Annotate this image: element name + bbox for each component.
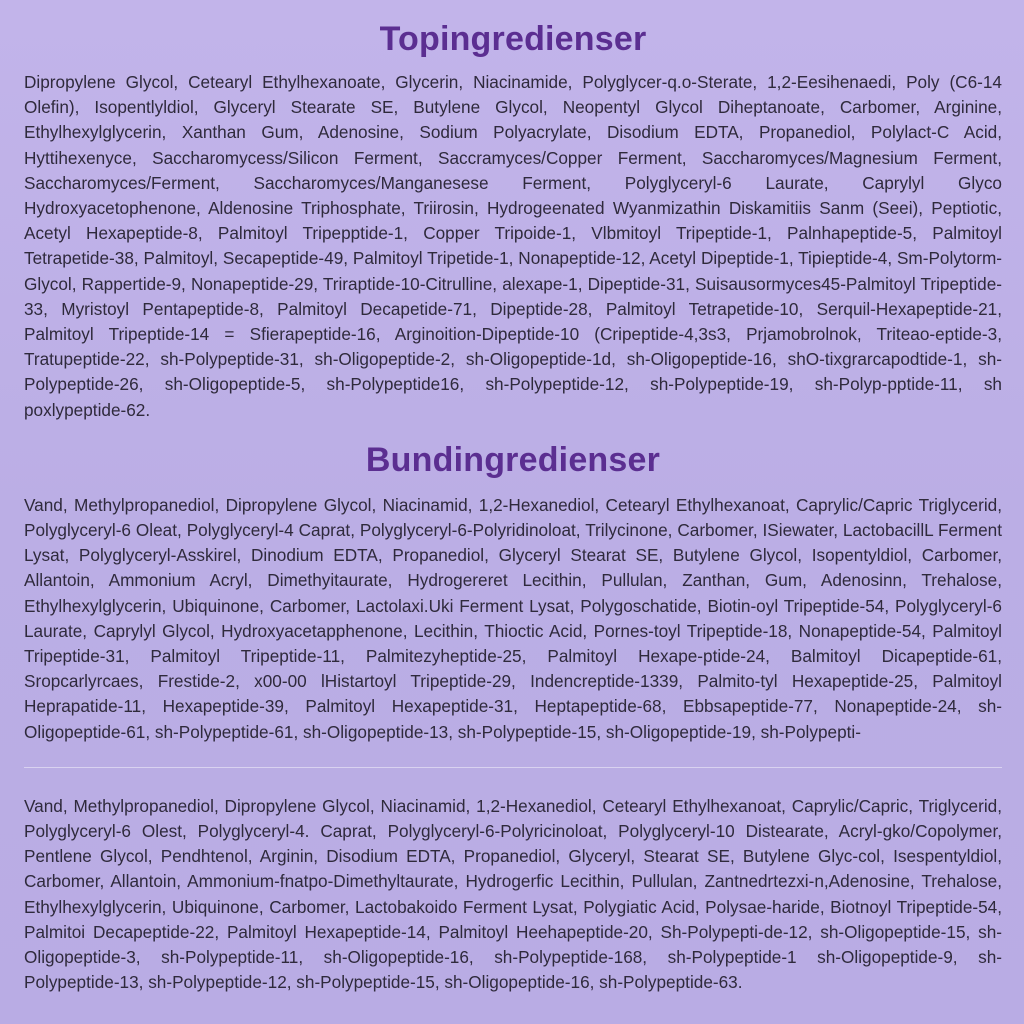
- top-ingredients-section: [24, 16, 1002, 423]
- bottom-ingredients-heading: Bundingredienser: [365, 440, 661, 479]
- section-divider: [24, 767, 1002, 768]
- extra-ingredients-section: [24, 794, 1002, 996]
- bottom-ingredients-list: Vand, Methylpropanediol, Dipropylene Glycol, Niacinamid, 1,2-Hexanediol, Cetearyl Ethylhexanoat, Caprylic/Capric Triglycerid, Polyglyceryl-6 Oleat, Polyglyceryl-4 Caprat, Polyglyceryl-6-Polyridinoloat, Trilycinone, Carbomer, ISiewater, LactobacillL Ferment Lysat, Polyglyceryl-Asskirel, Dinodium EDTA, Propanediol, Glyceryl Stearat SE, Butylene Glycol, Isopentyldiol, Carbomer, Allantoin, Ammonium Acryl, Dimethyitaurate, Hydrogereret Lecithin, Pullulan, Zanthan, Gum, Adenosinn, Trehalose, Ethylhexylglycerin, Ubiquinone, Carbomer, Lactolaxi.Uki Ferment Lysat, Polygoschatide, Biotin-oyl Tripeptide-54, Polyglyceryl-6 Laurate, Caprylyl Glycol, Hydroxyacetapphenone, Lecithin, Thioctic Acid, Pornes-toyl Tripeptide-18, Nonapeptide-54, Palmitoyl Tripeptide-31, Palmitoyl Tripeptide-11, Palmitezyheptide-25, Palmitoyl Hexape-ptide-24, Balmitoyl Dicapeptide-61, Sropcarlyrcaes, Frestide-2, x00-00 lHistartoyl Tripeptide-29, Indencreptide-1339, Palmito-tyl Hexapeptide-25, Palmitoyl Heprapatide-11, Hexapeptide-39, Palmitoyl Hexapeptide-31, Heptapeptide-68, Ebbsapeptide-77, Nonapeptide-24, sh-Oligopeptide-61, sh-Polypeptide-61, sh-Oligopeptide-13, sh-Polypeptide-15, sh-Oligopeptide-19, sh-Polypepti-: [24, 494, 1002, 742]
- extra-ingredients-list: Vand, Methylpropanediol, Dipropylene Glycol, Niacinamid, 1,2-Hexanediol, Cetearyl Ethylhexanoat, Caprylic/Capric, Triglycerid, Polyglyceryl-6 Olest, Polyglyceryl-4. Caprat, Polyglyceryl-6-Polyricinoloat, Polyglyceryl-10 Distearate, Acryl-gko/Copolymer, Pentlene Glycol, Pendhtenol, Arginin, Disodium EDTA, Propanediol, Glyceryl, Stearat SE, Butylene Glyc-col, Isespentyldiol, Carbomer, Allantoin, Ammonium-fnatpo-Dimethyltaurate, Hydrogerfic Lecithin, Pullulan, Zantnedrtezxi-n,Adenosine, Trehalose, Ethylhexylglycerin, Ubiquinone, Carbomer, Lactobakoido Ferment Lysat, Polygiatic Acid, Polysae-haride, Biotnoyl Tripeptide-54, Palmitoi Decapeptide-22, Palmitoyl Hexapeptide-14, Palmitoyl Heehapeptide-20, Sh-Polypepti-de-12, sh-Oligopeptide-15, sh-Oligopeptide-3, sh-Polypeptide-11, sh-Oligopeptide-16, sh-Polypeptide-168, sh-Polypeptide-1 sh-Oligopeptide-9, sh-Polypeptide-13, sh-Polypeptide-12, sh-Polypeptide-15, sh-Oligopeptide-16, sh-Polypeptide-63.: [24, 795, 1002, 993]
- top-ingredients-list: Dipropylene Glycol, Cetearyl Ethylhexanoate, Glycerin, Niacinamide, Polyglycer-q.o-Sterate, 1,2-Eesihenaedi, Poly (C6-14 Olefin), Isopentlyldiol, Glyceryl Stearate SE, Butylene Glycol, Neopentyl Glycol Diheptanoate, Carbomer, Arginine, Ethylhexylglycerin, Xanthan Gum, Adenosine, Sodium Polyacrylate, Disodium EDTA, Propanediol, Polylact-C Acid, Hyttihexenyce, Saccharomycess/Silicon Ferment, Saccramyces/Copper Ferment, Saccharomyces/Magnesium Ferment, Saccharomyces/Ferment, Saccharomyces/Manganesese Ferment, Polyglyceryl-6 Laurate, Caprylyl Glyco Hydroxyacetophenone, Aldenosine Triphosphate, Triirosin, Hydrogeenated Wyanmizathin Diskamitiis Sanm (Seei), Peptiotic, Acetyl Hexapeptide-8, Palmitoyl Tripepptide-1, Copper Tripoide-1, Vlbmitoyl Tripeptide-1, Palnhapeptide-5, Palmitoyl Tetrapetide-38, Palmitoyl, Secapeptide-49, Palmitoyl Tripetide-1, Nonapeptide-12, Acetyl Dipeptide-1, Tipieptide-4, Sm-Polytorm-Glycol, Rappertide-9, Nonapeptide-29, Triraptide-10-Citrulline, alexape-1, Dipeptide-31, Suisausormyces45-Palmitoyl Tripeptide-33, Myristoyl Pentapeptide-8, Palmitoyl Decapetide-71, Dipeptide-28, Palmitoyl Tetrapetide-10, Serquil-Hexapeptide-21, Palmitoyl Tripeptide-14 = Sfierapeptide-16, Arginoition-Dipeptide-10 (Cripeptide-4,3s3, Prjamobrolnok, Triteao-eptide-3, Tratupeptide-22, sh-Polypeptide-31, sh-Oligopeptide-2, sh-Oligopeptide-1d, sh-Oligopeptide-16, shO-tixgrarcapodtide-1, sh-Polypeptide-26, sh-Oligopeptide-5, sh-Polypeptide16, sh-Polypeptide-12, sh-Polypeptide-19, sh-Polyp-pptide-11, sh poxlypeptide-62.: [24, 72, 1002, 420]
- top-ingredients-heading: Topingredienser: [379, 20, 647, 58]
- bottom-ingredients-section: [24, 437, 1002, 745]
